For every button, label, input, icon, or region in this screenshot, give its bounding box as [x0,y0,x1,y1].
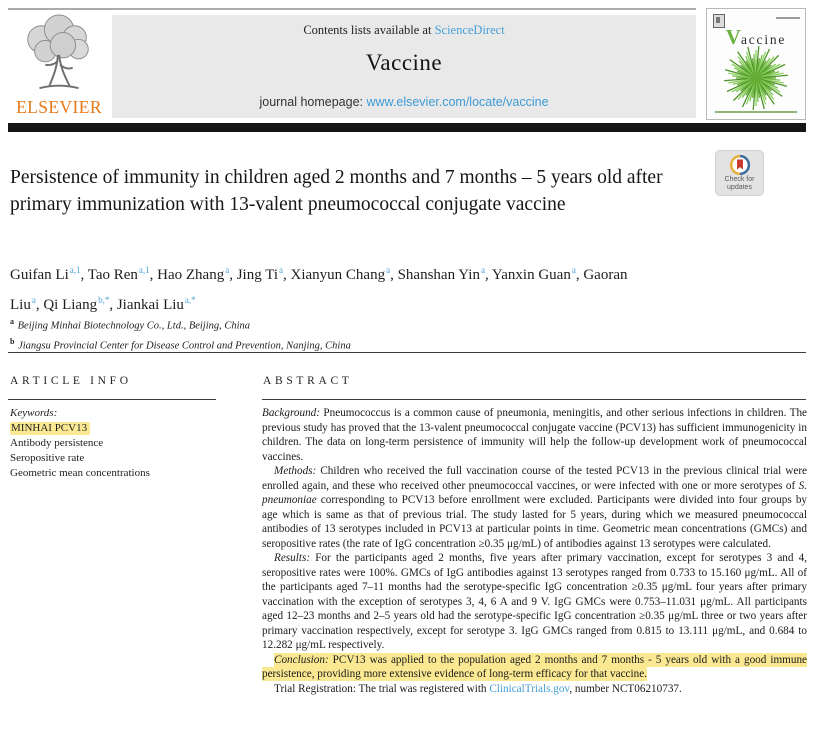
contents-line [112,15,696,38]
cover-footer-microtext [715,111,797,113]
conclusion-highlight [262,653,807,682]
cover-issn-microtext [776,17,800,19]
author-separator: , [283,267,291,283]
check-updates-label [716,176,763,193]
author-name: Jing Ti [236,267,279,283]
journal-cover-thumbnail[interactable] [706,8,806,120]
abstract-rule [262,399,806,400]
author-sup: b,* [98,295,110,305]
author-name: Shanshan Yin [397,267,480,283]
author-separator: , [390,267,398,283]
affiliation-text: Beijing Minhai Biotechnology Co., Ltd., Beijing, China [17,320,251,332]
author-name: Gaoran Liu [10,267,628,313]
background-text: Pneumococcus is a common cause of pneumonia, meningitis, and other serious infections in children. The previous study has proved that the 13-valent pneumococcal conjugate vaccine (PCV13) has sufficient immunogenicity in children. The data on long-term persistence of immunity will help the follow-up development work of pneumococcal vaccines. [262,407,807,463]
contents-prefix: Contents lists available at [303,23,432,37]
article-info-heading: ARTICLE INFO [10,375,132,387]
background-label: Background: [262,407,320,419]
keywords-label: Keywords: [10,407,58,419]
author-separator: , [484,267,492,283]
affiliations [10,314,351,353]
author-name: Qi Liang [43,297,98,313]
author-name: Jiankai Liu [116,297,184,313]
keyword-item: Seropositive rate [10,452,85,464]
trial-suffix: , number NCT06210737. [569,682,682,695]
author[interactable] [237,267,283,283]
author-list [10,258,642,318]
author-separator: , [575,267,584,283]
author[interactable] [492,267,576,283]
abstract-methods [262,464,807,551]
author-sup: a [386,265,391,275]
affiliation-a [10,314,351,334]
species-name: S. pneumoniae [262,479,807,506]
trial-prefix: Trial Registration: The trial was registered with [274,682,487,695]
keyword-item: Antibody persistence [10,437,104,449]
author[interactable] [43,297,109,313]
author-name: Guifan Li [10,267,69,283]
author-sup: a [571,265,576,275]
abstract-results [262,551,807,653]
author[interactable] [398,267,485,283]
author-name: Yanxin Guan [491,267,571,283]
author-sup: a [31,295,36,305]
affiliation-sup: a [10,317,14,326]
elsevier-logo[interactable] [10,14,108,118]
clinicaltrials-link[interactable]: ClinicalTrials.gov [489,682,570,695]
homepage-prefix: journal homepage: [259,95,364,109]
conclusion-text: PCV13 was applied to the population aged 2 months and 7 months - 5 years old with a good immune persistence, providing more extensive evidence of long-term efficacy for that vaccine. [262,653,807,680]
section-divider-rule [8,352,806,353]
author-separator: , [229,267,237,283]
results-label: Results: [274,552,311,564]
virus-illustration-icon [721,43,791,113]
homepage-line [112,95,696,109]
author-separator: , [109,297,117,313]
author[interactable] [117,297,196,313]
author-name: Hao Zhang [157,267,225,283]
author[interactable] [88,267,150,283]
author-name: Tao Ren [87,267,138,283]
results-text: For the participants aged 2 months, five years after primary vaccination, except for serotypes 3 and 4, seropositive rates were 100%. GMCs of IgG antibodies against 13 serotypes ranged from 0.733 to 15.160 μg/mL. All of the participants aged 7–11 months had the serotype-specific IgG concentration ≥0.35 μg/mL four years after primary vaccination with the exception of serotypes 3, 4, 6 A and 9 V. IgG GMCs were 0.753–11.031 μg/mL. All participants aged 12–23 months and 2–5 years old had the serotype-specific IgG concentration ≥0.35 μg/mL three or two years after primary vaccination respectively, except for serotype 3. IgG GMCs ranged from 0.815 to 13.111 μg/mL, and 0.684 to 12.282 μg/mL respectively. [262,552,808,651]
author-sup: a [225,265,230,275]
conclusion-label: Conclusion: [274,653,329,666]
cover-title-rest: accine [740,32,787,47]
journal-homepage-link[interactable]: www.elsevier.com/locate/vaccine [366,95,549,109]
author-sup: a [279,265,284,275]
affiliation-b [10,334,351,354]
journal-name: Vaccine [365,50,443,75]
author-sup: a,1 [69,265,81,275]
author-name: Xianyun Chang [290,267,386,283]
keywords-block [10,406,150,481]
keyword-item: Geometric mean concentrations [10,467,150,479]
author-sup: a [480,265,485,275]
abstract-background [262,406,807,464]
abstract-heading: ABSTRACT [263,375,353,387]
check-for-updates-badge[interactable] [715,150,764,196]
author-sup: a,1 [138,265,150,275]
badge-line1: Check for [724,176,755,183]
methods-text: Children who received the full vaccination course of the tested PCV13 in the previous clinical trial were enrolled again, and these who received other pneumococcal vaccines, or were infected with one or more serotypes of [262,465,808,492]
methods-text: corresponding to PCV13 before enrollment were excluded. Participants were divided into four groups by age which is same as that of previous trial. The study lasted for 5 years, during which we measured pneumococcal antibodies of 13 serotypes included in PCV13 at particular points in time. Geometric mean concentrations (GMCs) and seropositive rates (the rate of IgG concentration ≥0.35 μg/mL) of antibodies against 13 serotypes were calculated. [262,494,808,550]
author[interactable] [157,267,229,283]
article-info-rule [8,399,216,400]
affiliation-text: Jiangsu Provincial Center for Disease Control and Prevention, Nanjing, China [18,340,351,351]
keyword-item [10,421,150,436]
affiliation-sup: b [10,336,15,346]
methods-label: Methods: [274,465,317,477]
author-sup: a,* [184,295,196,305]
author-separator: , [149,267,158,283]
keyword-highlighted: MINHAI PCV13 [10,422,90,435]
header-divider-bar [8,123,806,132]
check-updates-icon [729,154,751,176]
author-separator: , [80,267,88,283]
top-rule [8,8,696,10]
journal-header [112,15,696,118]
abstract-trial-registration [262,682,807,697]
author[interactable] [10,267,80,283]
abstract-body [262,406,807,696]
author[interactable] [291,267,391,283]
article-title: Persistence of immunity in children aged 2 months and 7 months – 5 years old after primary immunization with 13-valent pneumococcal conjugate vaccine [10,167,663,215]
cover-title-v: V [725,25,741,49]
sciencedirect-link[interactable]: ScienceDirect [434,23,505,37]
badge-line2: updates [727,184,752,192]
elsevier-wordmark: ELSEVIER [16,97,102,117]
author-separator: , [35,297,44,313]
abstract-conclusion [262,653,807,682]
elsevier-tree-icon [13,14,105,94]
